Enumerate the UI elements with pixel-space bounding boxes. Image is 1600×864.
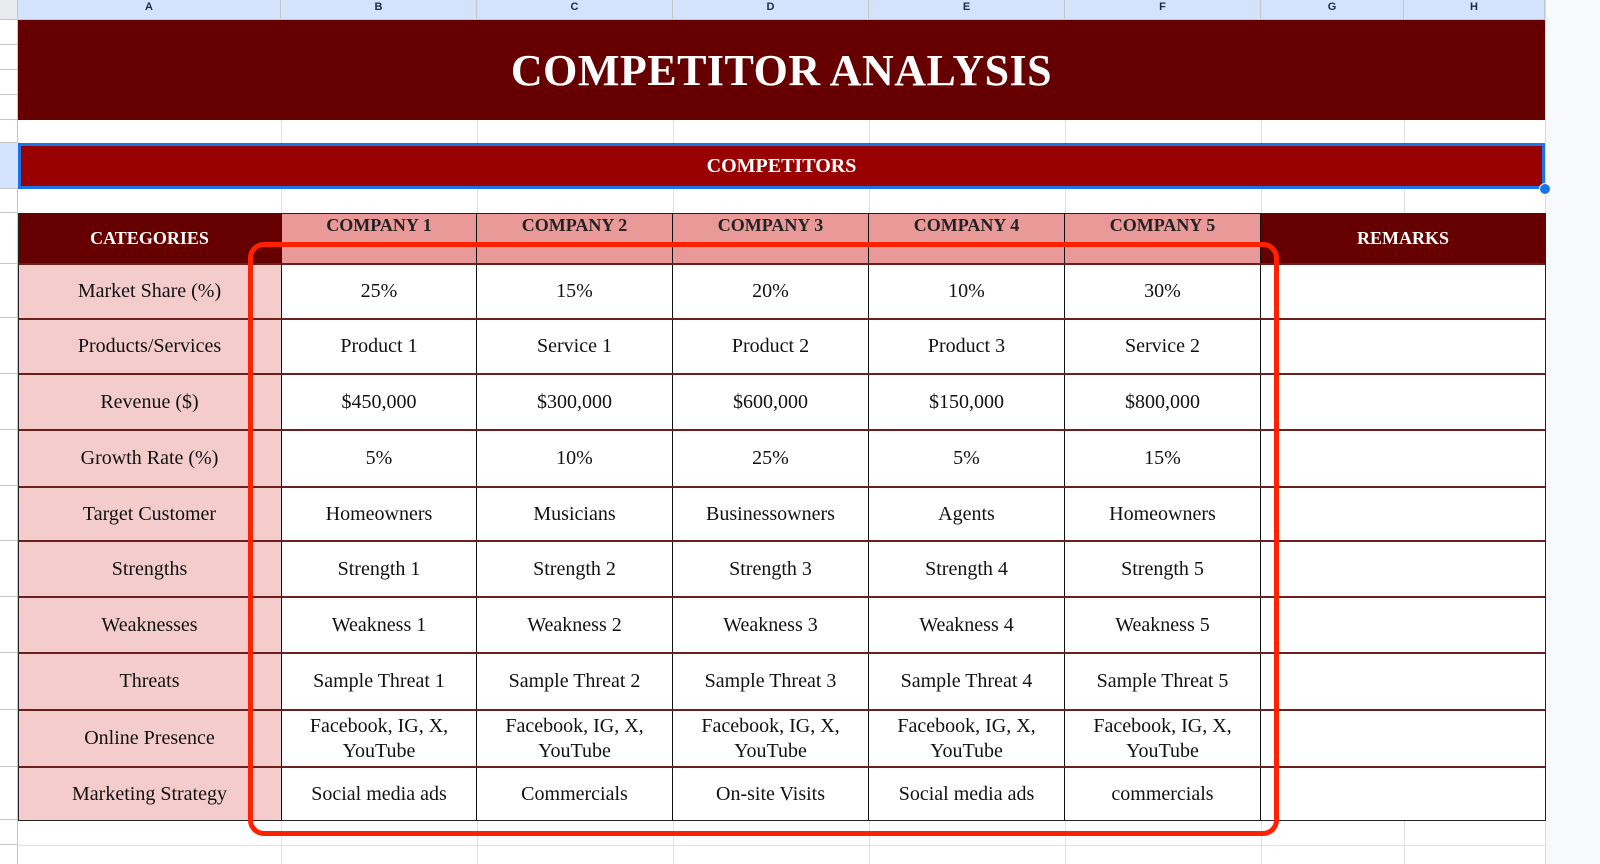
remarks-header[interactable]	[1261, 213, 1545, 264]
categories-header[interactable]	[18, 213, 281, 264]
company-name: COMPANY 5	[1109, 215, 1216, 235]
company-4-value-cell[interactable]: 10%	[869, 264, 1065, 319]
section-label: COMPETITORS	[706, 154, 857, 177]
remarks-header-label: REMARKS	[1356, 228, 1449, 248]
grid-line	[281, 821, 282, 864]
company-1-value-cell[interactable]: 5%	[281, 430, 477, 487]
row-header[interactable]	[0, 430, 18, 486]
selection-fill-handle[interactable]	[1539, 183, 1551, 195]
category-cell[interactable]: Revenue ($)	[18, 374, 281, 430]
company-3-value-cell[interactable]: $600,000	[673, 374, 869, 430]
company-4-value-cell[interactable]: Social media ads	[869, 767, 1065, 821]
company-3-value-cell[interactable]: Product 2	[673, 319, 869, 374]
company-3-value-cell[interactable]: On-site Visits	[673, 767, 869, 821]
grid-line	[1065, 821, 1066, 864]
column-header-h[interactable]: H	[1404, 0, 1545, 20]
category-cell[interactable]: Weaknesses	[18, 597, 281, 653]
company-2-value-cell[interactable]: Weakness 2	[477, 597, 673, 653]
company-name: COMPANY 3	[717, 215, 824, 235]
company-5-value-cell[interactable]: Facebook, IG, X, YouTube	[1065, 710, 1261, 767]
company-5-value-cell[interactable]: Strength 5	[1065, 541, 1261, 597]
company-1-value-cell[interactable]: Facebook, IG, X, YouTube	[281, 710, 477, 767]
row-divider	[18, 766, 1545, 768]
company-1-value-cell[interactable]: Social media ads	[281, 767, 477, 821]
company-5-value-cell[interactable]: Service 2	[1065, 319, 1261, 374]
row-divider	[18, 596, 1545, 598]
sheet-right-gutter	[1545, 0, 1600, 864]
company-5-value-cell[interactable]: commercials	[1065, 767, 1261, 821]
grid-line	[477, 821, 478, 864]
row-divider	[18, 429, 1545, 431]
company-1-value-cell[interactable]: Homeowners	[281, 487, 477, 541]
company-4-value-cell[interactable]: Strength 4	[869, 541, 1065, 597]
grid-line	[673, 821, 674, 864]
company-name: COMPANY 2	[521, 215, 628, 235]
row-header[interactable]	[0, 710, 18, 767]
remarks-cell[interactable]	[1261, 541, 1545, 597]
remarks-cell[interactable]	[1261, 597, 1545, 653]
company-2-value-cell[interactable]: Commercials	[477, 767, 673, 821]
category-cell[interactable]: Products/Services	[18, 319, 281, 374]
remarks-cell[interactable]	[1261, 264, 1545, 319]
company-5-value-cell[interactable]: Sample Threat 5	[1065, 653, 1261, 710]
company-3-value-cell[interactable]: Businessowners	[673, 487, 869, 541]
company-header-3[interactable]	[673, 213, 869, 264]
company-4-value-cell[interactable]: Product 3	[869, 319, 1065, 374]
company-5-value-cell[interactable]: Weakness 5	[1065, 597, 1261, 653]
company-4-value-cell[interactable]: 5%	[869, 430, 1065, 487]
company-4-value-cell[interactable]: $150,000	[869, 374, 1065, 430]
company-2-value-cell[interactable]: Service 1	[477, 319, 673, 374]
row-divider	[18, 263, 1545, 265]
company-4-value-cell[interactable]: Weakness 4	[869, 597, 1065, 653]
category-cell[interactable]: Market Share (%)	[18, 264, 281, 319]
row-header[interactable]	[0, 213, 18, 264]
column-header-d[interactable]: D	[673, 0, 869, 20]
row-header[interactable]	[0, 20, 18, 45]
column-header-bar	[0, 0, 1545, 20]
company-2-value-cell[interactable]: Strength 2	[477, 541, 673, 597]
company-header-2[interactable]	[477, 213, 673, 264]
row-header[interactable]	[0, 820, 18, 845]
company-1-value-cell[interactable]: Sample Threat 1	[281, 653, 477, 710]
company-name: COMPANY 4	[913, 215, 1020, 235]
company-5-value-cell[interactable]: $800,000	[1065, 374, 1261, 430]
company-1-value-cell[interactable]: 25%	[281, 264, 477, 319]
category-cell[interactable]: Marketing Strategy	[18, 767, 281, 821]
category-cell[interactable]: Growth Rate (%)	[18, 430, 281, 487]
remarks-cell[interactable]	[1261, 653, 1545, 710]
category-cell[interactable]: Online Presence	[18, 710, 281, 767]
row-divider	[18, 709, 1545, 711]
company-5-value-cell[interactable]: 30%	[1065, 264, 1261, 319]
company-2-value-cell[interactable]: Sample Threat 2	[477, 653, 673, 710]
title-banner[interactable]	[18, 20, 1545, 120]
column-header-f[interactable]: F	[1065, 0, 1261, 20]
grid-line	[18, 845, 1545, 846]
company-5-value-cell[interactable]: 15%	[1065, 430, 1261, 487]
remarks-cell[interactable]	[1261, 374, 1545, 430]
company-4-value-cell[interactable]: Sample Threat 4	[869, 653, 1065, 710]
column-header-g[interactable]: G	[1261, 0, 1404, 20]
company-5-value-cell[interactable]: Homeowners	[1065, 487, 1261, 541]
row-divider	[18, 540, 1545, 542]
row-header[interactable]	[0, 597, 18, 653]
select-all-corner[interactable]	[0, 0, 18, 20]
row-header[interactable]	[0, 767, 18, 820]
company-2-value-cell[interactable]: 10%	[477, 430, 673, 487]
company-3-value-cell[interactable]: Weakness 3	[673, 597, 869, 653]
row-divider	[18, 652, 1545, 654]
grid-line	[1404, 821, 1405, 864]
company-header-1[interactable]	[281, 213, 477, 264]
company-4-value-cell[interactable]: Agents	[869, 487, 1065, 541]
row-header[interactable]	[0, 120, 18, 143]
remarks-cell[interactable]	[1261, 487, 1545, 541]
grid-line	[869, 821, 870, 864]
company-2-value-cell[interactable]: Musicians	[477, 487, 673, 541]
company-2-value-cell[interactable]: 15%	[477, 264, 673, 319]
row-divider	[18, 486, 1545, 488]
company-2-value-cell[interactable]: $300,000	[477, 374, 673, 430]
categories-header-label: CATEGORIES	[90, 228, 209, 248]
row-header-selected[interactable]	[0, 143, 18, 189]
company-1-value-cell[interactable]: Weakness 1	[281, 597, 477, 653]
row-header[interactable]	[0, 264, 18, 318]
sheet-title: COMPETITOR ANALYSIS	[510, 45, 1053, 95]
column-header-b[interactable]: B	[281, 0, 477, 20]
remarks-cell[interactable]	[1261, 767, 1545, 821]
remarks-cell[interactable]	[1261, 430, 1545, 487]
row-header[interactable]	[0, 45, 18, 70]
row-header[interactable]	[0, 653, 18, 710]
company-3-value-cell[interactable]: Sample Threat 3	[673, 653, 869, 710]
row-header[interactable]	[0, 374, 18, 430]
row-header[interactable]	[0, 318, 18, 374]
company-1-value-cell[interactable]: Product 1	[281, 319, 477, 374]
column-header-e[interactable]: E	[869, 0, 1065, 20]
company-3-value-cell[interactable]: Facebook, IG, X, YouTube	[673, 710, 869, 767]
company-4-value-cell[interactable]: Facebook, IG, X, YouTube	[869, 710, 1065, 767]
row-header[interactable]	[0, 70, 18, 95]
company-1-value-cell[interactable]: $450,000	[281, 374, 477, 430]
row-divider	[18, 318, 1545, 320]
company-name: COMPANY 1	[326, 215, 432, 235]
column-header-c[interactable]: C	[477, 0, 673, 20]
row-divider	[18, 373, 1545, 375]
category-cell[interactable]: Threats	[18, 653, 281, 710]
remarks-cell[interactable]	[1261, 319, 1545, 374]
company-header-4[interactable]	[869, 213, 1065, 264]
company-header-5[interactable]	[1065, 213, 1261, 264]
company-2-value-cell[interactable]: Facebook, IG, X, YouTube	[477, 710, 673, 767]
category-cell[interactable]: Strengths	[18, 541, 281, 597]
competitors-banner-selected-cell[interactable]	[18, 143, 1545, 189]
row-header[interactable]	[0, 541, 18, 597]
column-header-a[interactable]: A	[18, 0, 281, 20]
grid-line	[1261, 821, 1262, 864]
row-header-bar	[0, 20, 18, 864]
company-1-value-cell[interactable]: Strength 1	[281, 541, 477, 597]
remarks-cell[interactable]	[1261, 710, 1545, 767]
company-3-value-cell[interactable]: 20%	[673, 264, 869, 319]
company-3-value-cell[interactable]: Strength 3	[673, 541, 869, 597]
row-header[interactable]	[0, 189, 18, 213]
row-header[interactable]	[0, 486, 18, 541]
company-3-value-cell[interactable]: 25%	[673, 430, 869, 487]
category-cell[interactable]: Target Customer	[18, 487, 281, 541]
row-header[interactable]	[0, 95, 18, 120]
